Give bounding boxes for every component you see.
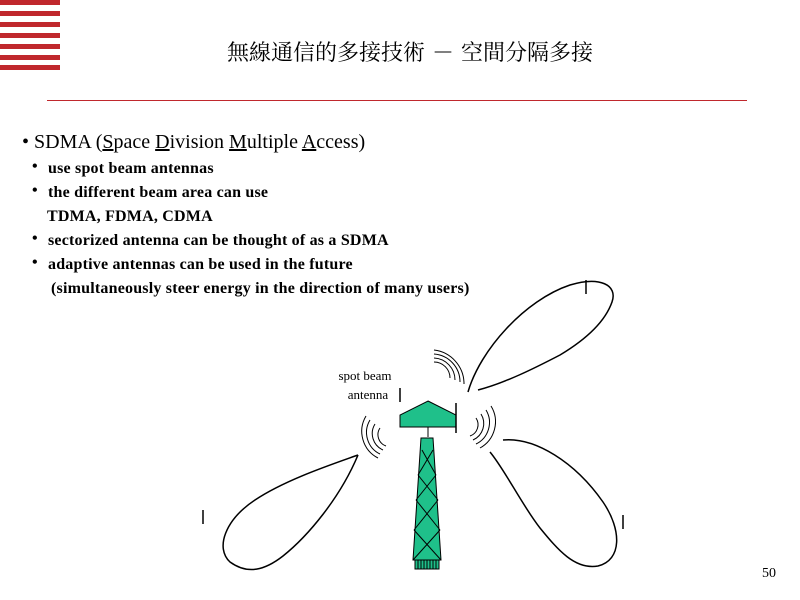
bullet-dot: •: [32, 158, 38, 175]
bullet-dot: •: [32, 182, 38, 199]
sub-bullet-4: adaptive antennas can be used in the future: [48, 256, 353, 273]
slide-title: 無線通信的多接技術 － 空間分隔多接: [227, 41, 593, 66]
sub-bullet-1: use spot beam antennas: [48, 160, 214, 177]
sub-bullet-4-continued: (simultaneously steer energy in the direction of many users): [51, 280, 470, 297]
sub-bullet-2-continued: TDMA, FDMA, CDMA: [47, 208, 213, 225]
sub-bullet-3: sectorized antenna can be thought of as a SDMA: [48, 232, 389, 249]
antenna-head: [400, 401, 456, 437]
main-bullet: • SDMA (Space Division Multiple Access): [22, 131, 366, 153]
beam-lobe-right: [490, 440, 617, 567]
antenna-label-line1: spot beam: [338, 368, 392, 383]
antenna-tower: [413, 438, 441, 569]
beam-lobe-left: [223, 455, 358, 570]
beam-lobe-upper-right: [468, 281, 613, 392]
bullet-dot: •: [32, 254, 38, 271]
antenna-label-line2: antenna: [347, 387, 389, 402]
bullet-dot: •: [32, 230, 38, 247]
page-number: 50: [762, 566, 776, 581]
sub-bullet-2: the different beam area can use: [48, 184, 269, 201]
